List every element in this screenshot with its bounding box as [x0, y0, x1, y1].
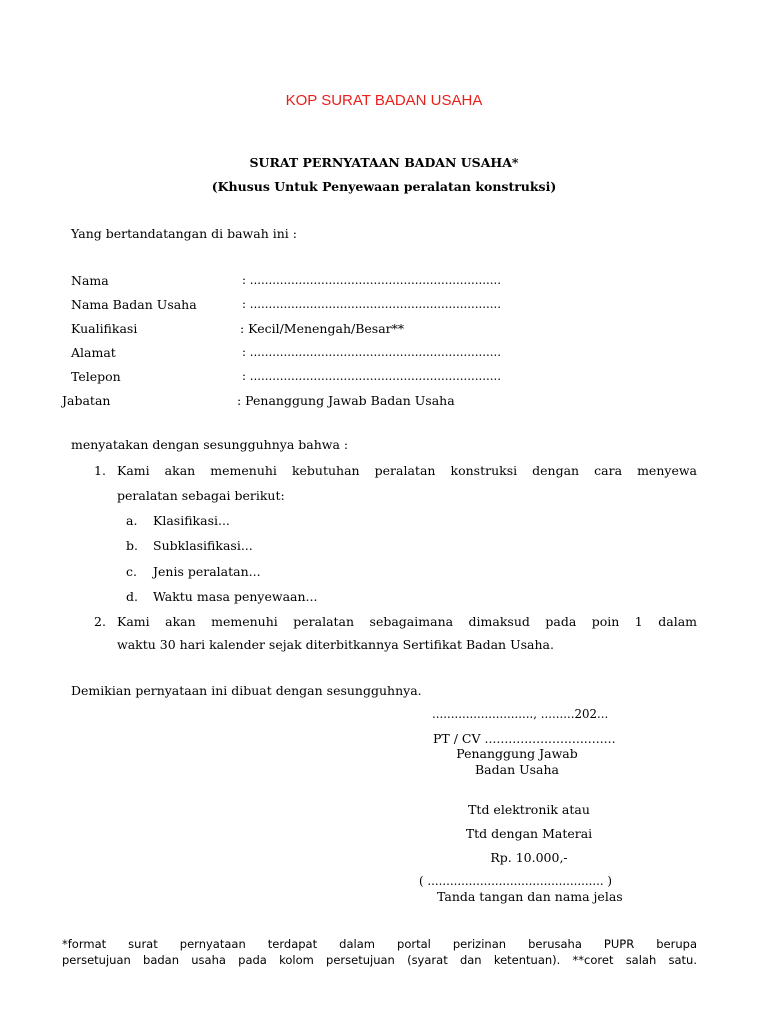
field-label-kualifikasi: Kualifikasi [71, 321, 138, 336]
point-1-line-1: Kami akan memenuhi kebutuhan peralatan konstruksi dengan cara menyewa [117, 463, 697, 478]
field-value-nama: : ................................................................... [242, 273, 501, 287]
letterhead-placeholder: KOP SURAT BADAN USAHA [285, 92, 483, 109]
footnote-line-1: *format surat pernyataan terdapat dalam portal perizinan berusaha PUPR berupa [62, 937, 697, 951]
field-value-telepon: : ................................................................... [242, 369, 501, 383]
signature-note-electronic: Ttd elektronik atau [468, 802, 590, 817]
intro-text: Yang bertandatangan di bawah ini : [71, 226, 297, 241]
stamp-duty-amount: Rp. 10.000,- [490, 850, 568, 865]
footnote-line-2: persetujuan badan usaha pada kolom persetujuan (syarat dan ketentuan). **coret salah satu. [62, 953, 697, 967]
subitem-text-c: Jenis peralatan... [153, 564, 261, 579]
document-title: SURAT PERNYATAAN BADAN USAHA* [249, 155, 519, 170]
point-2-line-1: Kami akan memenuhi peralatan sebagaimana dimaksud pada poin 1 dalam [117, 614, 697, 629]
closing-text: Demikian pernyataan ini dibuat dengan sesungguhnya. [71, 683, 422, 698]
company-line: PT / CV ................................. [433, 731, 616, 746]
subitem-letter-c: c. [126, 564, 137, 579]
signature-caption: Tanda tangan dan nama jelas [437, 889, 623, 904]
field-label-nama-badan-usaha: Nama Badan Usaha [71, 297, 197, 312]
field-value-alamat: : ................................................................... [242, 345, 501, 359]
field-label-telepon: Telepon [71, 369, 121, 384]
field-label-jabatan: Jabatan [62, 393, 111, 408]
document-subtitle: (Khusus Untuk Penyewaan peralatan konstruksi) [211, 179, 557, 194]
subitem-letter-a: a. [126, 513, 138, 528]
field-label-nama: Nama [71, 273, 109, 288]
place-date-line: ..........................., .........202... [432, 707, 609, 721]
point-number-2: 2. [94, 614, 106, 629]
point-number-1: 1. [94, 463, 106, 478]
statement-text: menyatakan dengan sesungguhnya bahwa : [71, 437, 349, 452]
signer-role-line-1: Penanggung Jawab [456, 746, 578, 761]
field-value-jabatan: : Penanggung Jawab Badan Usaha [237, 393, 455, 408]
subitem-letter-d: d. [126, 589, 138, 604]
point-1-line-2: peralatan sebagai berikut: [117, 488, 285, 503]
signature-note-stamp: Ttd dengan Materai [465, 826, 593, 841]
signatory-name-blank: ( ............................................... ) [419, 874, 612, 888]
subitem-text-b: Subklasifikasi... [153, 538, 253, 553]
signer-role-line-2: Badan Usaha [474, 762, 560, 777]
subitem-letter-b: b. [126, 538, 138, 553]
subitem-text-a: Klasifikasi... [153, 513, 230, 528]
point-2-line-2: waktu 30 hari kalender sejak diterbitkannya Sertifikat Badan Usaha. [117, 637, 554, 652]
field-value-nama-badan-usaha: : ................................................................... [242, 297, 501, 311]
subitem-text-d: Waktu masa penyewaan... [153, 589, 318, 604]
field-label-alamat: Alamat [71, 345, 116, 360]
field-value-kualifikasi: : Kecil/Menengah/Besar** [240, 321, 405, 336]
